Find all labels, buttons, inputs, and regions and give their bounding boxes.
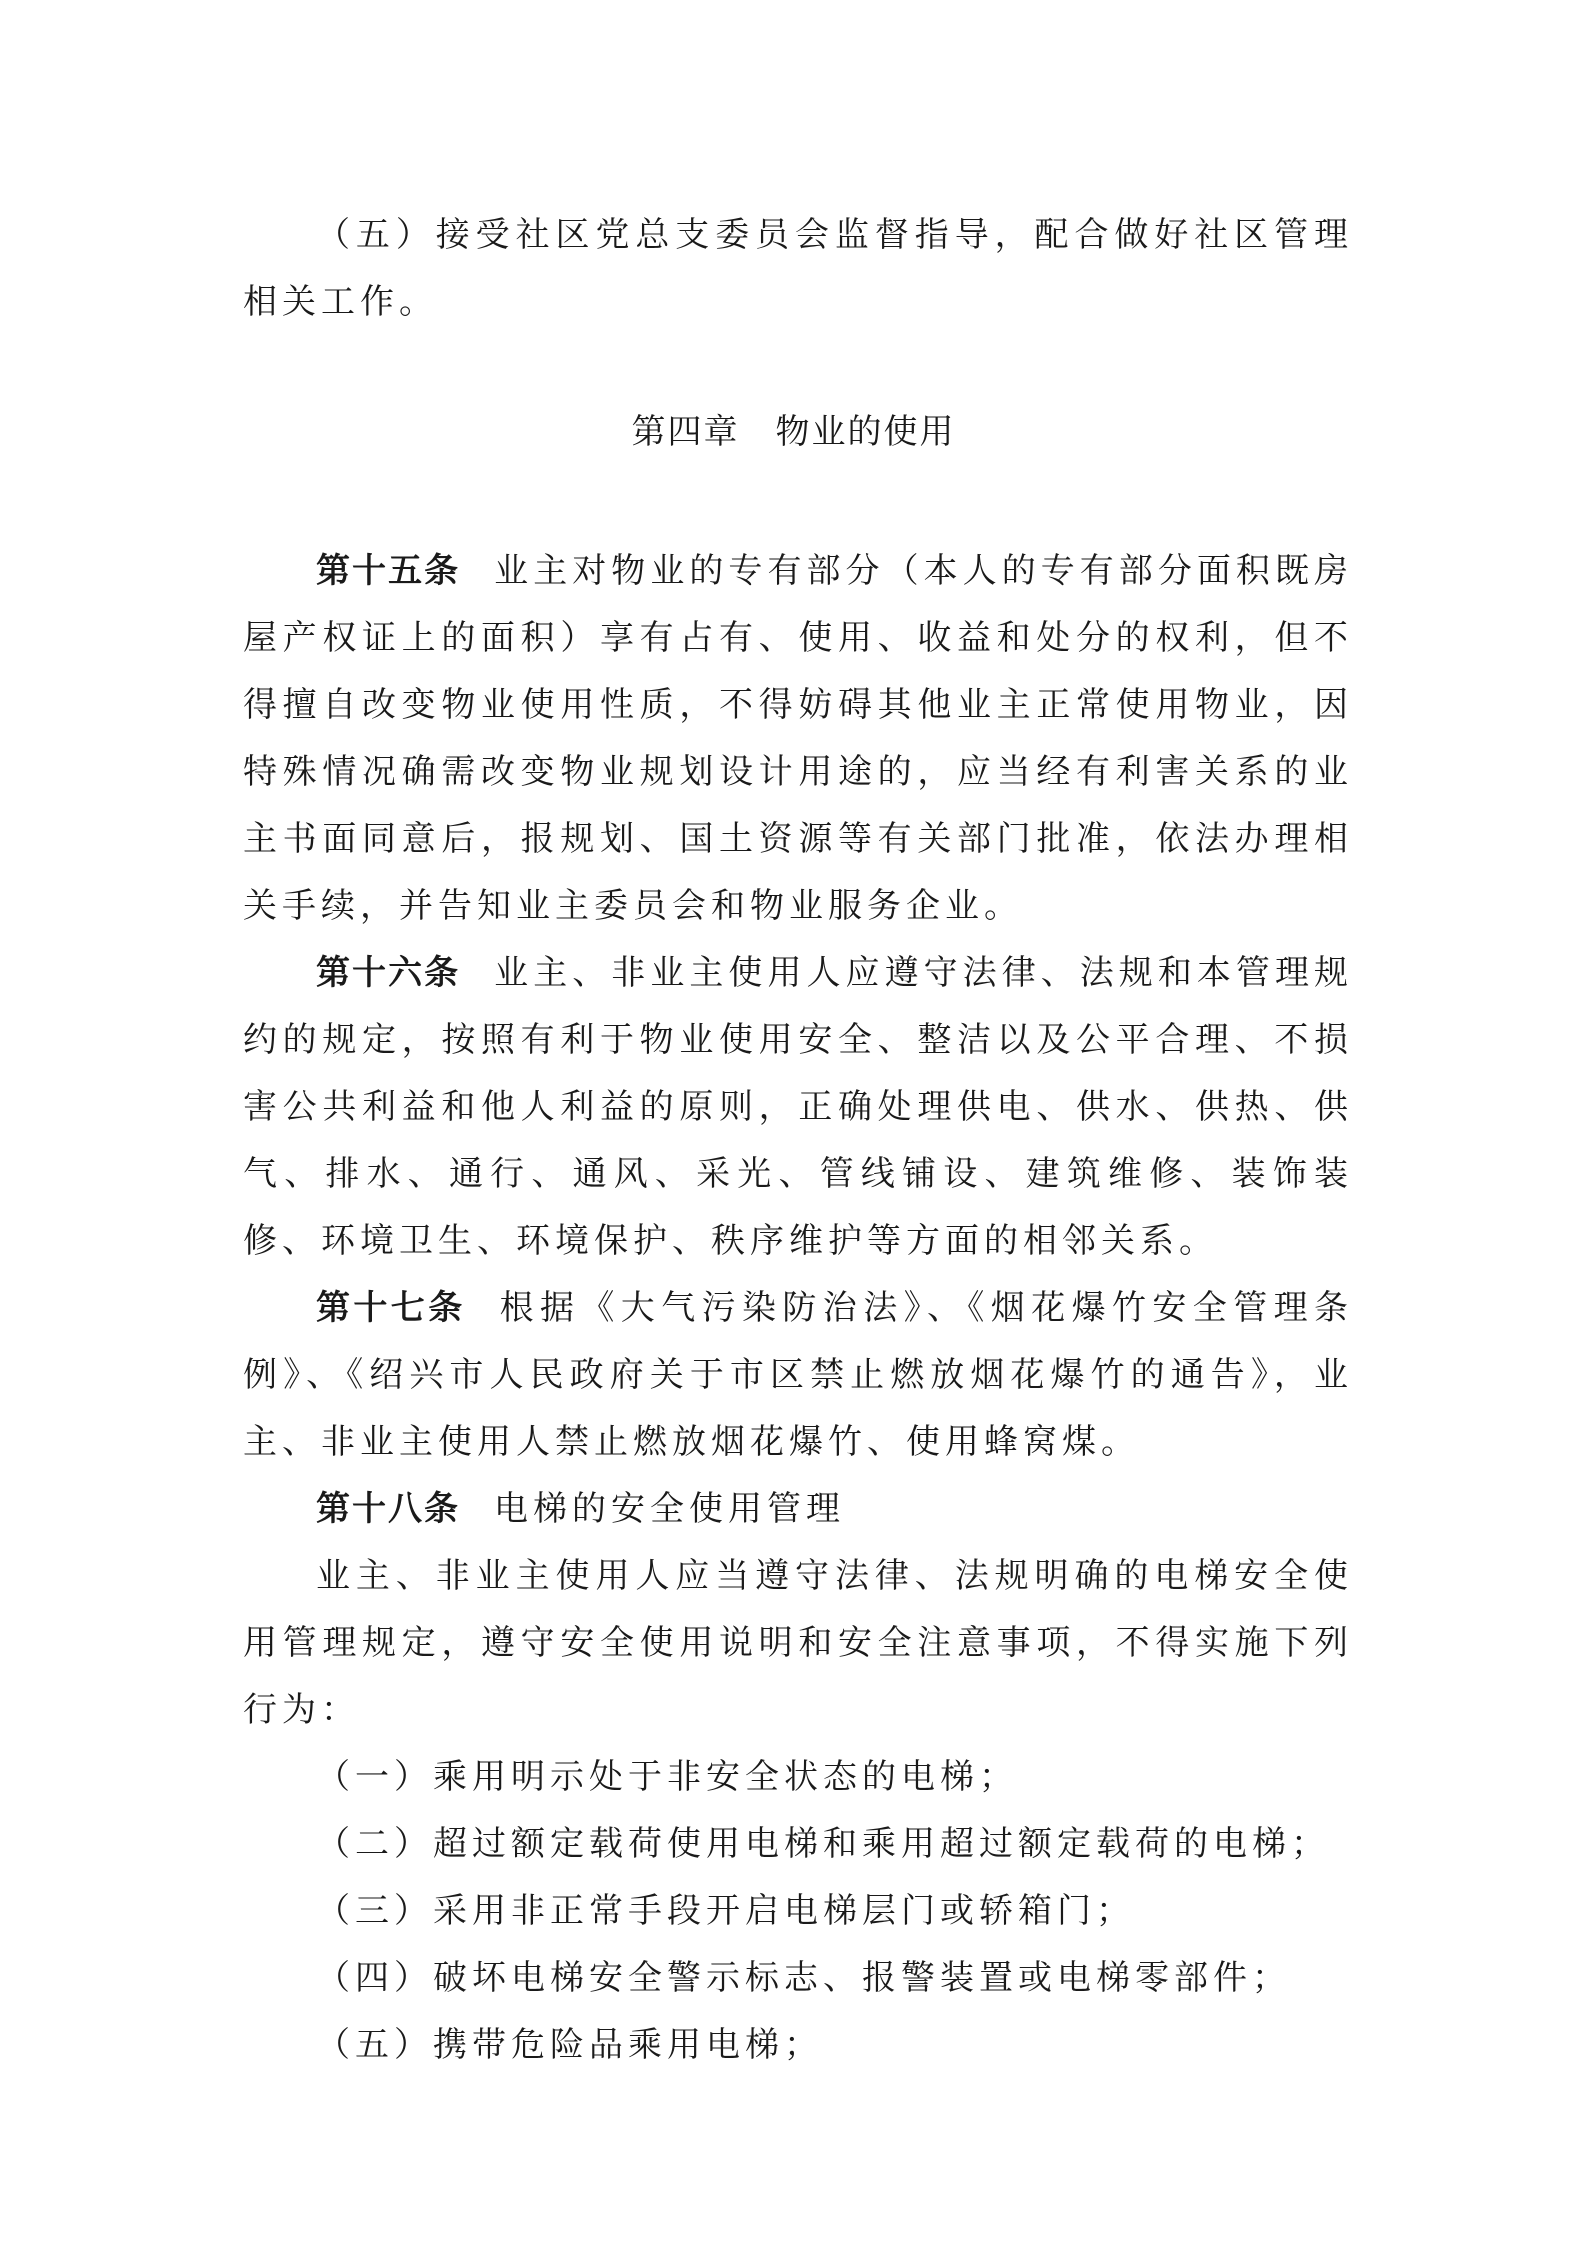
article-18-title: 电梯的安全使用管理 (494, 1489, 845, 1529)
article-15-text: 业主对物业的专有部分（本人的专有部分面积既房屋产权证上的面积）享有占有、使用、收益和处分的权利，但不得擅自改变物业使用性质，不得妨碍其他业主正常使用物业，因特殊情况确需改变物业规划设计用途的，应当经有利害关系的业主书面同意后，报规划、国土资源等有关部门批准，依法办理相关手续，并告知业主委员会和物业服务企业。 (243, 551, 1354, 926)
article-17 (243, 1275, 1353, 1476)
list-item: （三）采用非正常手段开启电梯层门或轿箱门； (316, 1891, 1135, 1931)
article-18-label: 第十八条 (316, 1489, 460, 1529)
chapter-title: 第四章 物业的使用 (631, 412, 956, 452)
intro-block (243, 202, 1353, 336)
list-item: （五）携带危险品乘用电梯； (316, 2025, 823, 2065)
intro-paragraph: （五）接受社区党总支委员会监督指导，配合做好社区管理相关工作。 (243, 215, 1353, 322)
article-17-label: 第十七条 (316, 1288, 466, 1328)
article-17-text: 根据《大气污染防治法》、《烟花爆竹安全管理条例》、《绍兴市人民政府关于市区禁止燃放烟花爆竹的通告》，业主、非业主使用人禁止燃放烟花爆竹、使用蜂窝煤。 (243, 1288, 1354, 1462)
article-16 (243, 940, 1353, 1275)
article-18 (243, 1476, 1353, 1543)
article-16-label: 第十六条 (316, 953, 461, 993)
article-15-label: 第十五条 (316, 551, 461, 591)
article-15 (243, 538, 1353, 940)
article-16-text: 业主、非业主使用人应遵守法律、法规和本管理规约的规定，按照有利于物业使用安全、整洁以及公平合理、不损害公共利益和他人利益的原则，正确处理供电、供水、供热、供气、排水、通行、通风、采光、管线铺设、建筑维修、装饰装修、环境卫生、环境保护、秩序维护等方面的相邻关系。 (243, 953, 1354, 1261)
list-item: （四）破坏电梯安全警示标志、报警装置或电梯零部件； (316, 1958, 1291, 1998)
list-item: （二）超过额定载荷使用电梯和乘用超过额定载荷的电梯； (316, 1824, 1330, 1864)
articles-block (243, 538, 1353, 2079)
article-18-body: 业主、非业主使用人应当遵守法律、法规明确的电梯安全使用管理规定，遵守安全使用说明和安全注意事项，不得实施下列行为： (243, 1556, 1353, 1730)
list-item: （一）乘用明示处于非安全状态的电梯； (316, 1757, 1018, 1797)
